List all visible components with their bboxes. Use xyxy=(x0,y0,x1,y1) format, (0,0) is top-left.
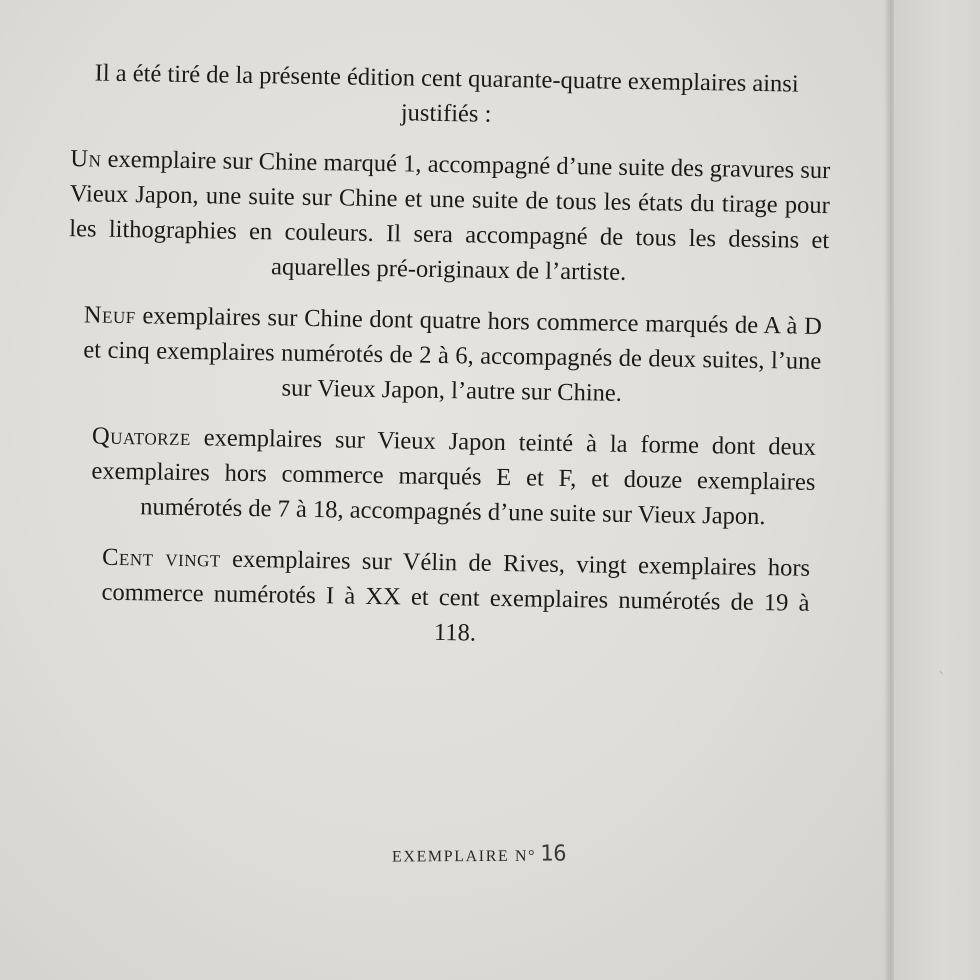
paragraph-cent-vingt xyxy=(53,539,825,656)
paragraph-un xyxy=(58,141,830,293)
copy-number xyxy=(392,842,567,868)
justification-text xyxy=(52,55,831,672)
copy-number-label: EXEMPLAIRE N° xyxy=(391,847,537,866)
paragraph-body: exemplaires sur Vieux Japon teinté à la forme dont deux exemplaires hors commerce marqués E et F, et douze exemplaires numérotés de 7 à 18, accompagnés d’une suite sur Vieux Japon. xyxy=(91,424,817,531)
copy-number-value: 16 xyxy=(540,841,567,867)
intro-paragraph: Il a été tiré de la présente édition cent quarante-quatre exemplaires ainsi justifiés : xyxy=(94,59,799,128)
paragraph-body: exemplaires sur Chine dont quatre hors commerce marqués de A à D et cinq exemplaires numérotés de 2 à 6, accompagnés de deux suites, l’une sur Vieux Japon, l’autre sur Chine. xyxy=(83,302,823,407)
paragraph-quatorze xyxy=(55,418,827,535)
paragraph-lead: Neuf xyxy=(83,301,136,330)
paragraph-lead: Quatorze xyxy=(91,422,192,452)
paragraph-body: exemplaire sur Chine marqué 1, accompagné d’une suite des gravures sur Vieux Japon, une suite sur Chine et une suite de tous les états du tirage pour les lithographies en couleurs. Il sera accompagné de tous les dessins et aquarelles pré-originaux de l’artiste. xyxy=(69,145,831,286)
page-gutter-shadow xyxy=(884,0,894,980)
paragraph-lead: Cent vingt xyxy=(101,543,221,573)
adjacent-page xyxy=(894,0,980,980)
paragraph-body: exemplaires sur Vélin de Rives, vingt exemplaires hors commerce numérotés I à XX et cent exemplaires numérotés de 19 à 118. xyxy=(101,545,811,647)
page-mark: ˎ xyxy=(938,655,946,674)
paragraph-lead: Un xyxy=(70,145,102,173)
paragraph-neuf xyxy=(57,297,829,414)
